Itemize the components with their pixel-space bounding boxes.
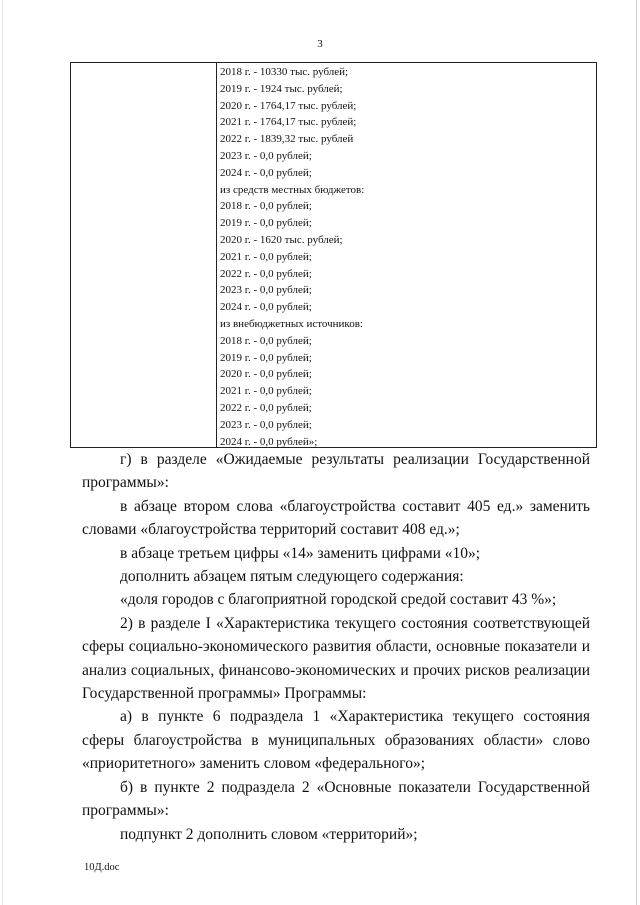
paragraph: 2) в разделе I «Характеристика текущего состояния соответствующей сферы социально-экономического развития области, основные показатели и анализ социальных, финансово-экономических и прочих рисков реализации Государственной программы» Программы: — [82, 614, 590, 703]
table-line: 2018 г. - 0,0 рублей; — [220, 200, 312, 213]
table-line: 2024 г. - 0,0 рублей; — [220, 301, 312, 314]
table-line: 2023 г. - 0,0 рублей; — [220, 418, 312, 431]
table-line: 2019 г. - 0,0 рублей; — [220, 351, 312, 364]
file-name-footer: 10Д.doc — [84, 862, 120, 873]
table-line: 2018 г. - 0,0 рублей; — [220, 334, 312, 347]
paragraph: б) в пункте 2 подраздела 2 «Основные показатели Государственной программы»: — [82, 778, 590, 820]
paragraph: в абзаце третьем цифры «14» заменить цифрами «10»; — [120, 544, 481, 562]
table-line: 2020 г. - 1620 тыс. рублей; — [220, 233, 343, 246]
paragraph: в абзаце втором слова «благоустройства составит 405 ед.» заменить словами «благоустройства территорий составит 408 ед.»; — [82, 497, 590, 539]
table-line: 2024 г. - 0,0 рублей»; — [220, 435, 318, 448]
paragraph: дополнить абзацем пятым следующего содержания: — [120, 568, 464, 586]
table-line: 2019 г. - 0,0 рублей; — [220, 217, 312, 230]
table-subheading: из внебюджетных источников: — [220, 317, 363, 330]
scan-edge-right — [636, 0, 637, 905]
table-line: 2020 г. - 0,0 рублей; — [220, 368, 312, 381]
table-line: 2022 г. - 0,0 рублей; — [220, 267, 312, 280]
table-line: 2022 г. - 0,0 рублей; — [220, 401, 312, 414]
document-body — [82, 448, 590, 846]
funding-table-values — [220, 64, 590, 450]
table-line: 2021 г. - 0,0 рублей; — [220, 385, 312, 398]
table-line: 2021 г. - 0,0 рублей; — [220, 250, 312, 263]
table-line: 2018 г. - 10330 тыс. рублей; — [220, 66, 349, 78]
table-line: 2023 г. - 0,0 рублей; — [220, 149, 312, 162]
scan-edge-left — [2, 0, 3, 905]
table-line: 2024 г. - 0,0 рублей; — [220, 166, 312, 179]
table-subheading: из средств местных бюджетов: — [220, 183, 365, 196]
paragraph: а) в пункте 6 подраздела 1 «Характеристика текущего состояния сферы благоустройства в муниципальных образованиях области» слово «приоритетного» заменить словом «федерального»; — [82, 708, 590, 773]
table-line: 2019 г. - 1924 тыс. рублей; — [220, 82, 343, 95]
page-number: 3 — [317, 38, 323, 50]
table-line: 2021 г. - 1764,17 тыс. рублей; — [220, 116, 357, 129]
table-column-divider — [216, 62, 217, 448]
table-line: 2023 г. - 0,0 рублей; — [220, 284, 312, 297]
table-line: 2022 г. - 1839,32 тыс. рублей — [220, 133, 354, 146]
paragraph: подпункт 2 дополнить словом «территорий»; — [120, 825, 418, 843]
table-line: 2020 г. - 1764,17 тыс. рублей; — [220, 99, 357, 112]
paragraph: «доля городов с благоприятной городской средой составит 43 %»; — [120, 591, 557, 609]
paragraph: г) в разделе «Ожидаемые результаты реализации Государственной программы»: — [82, 451, 590, 492]
